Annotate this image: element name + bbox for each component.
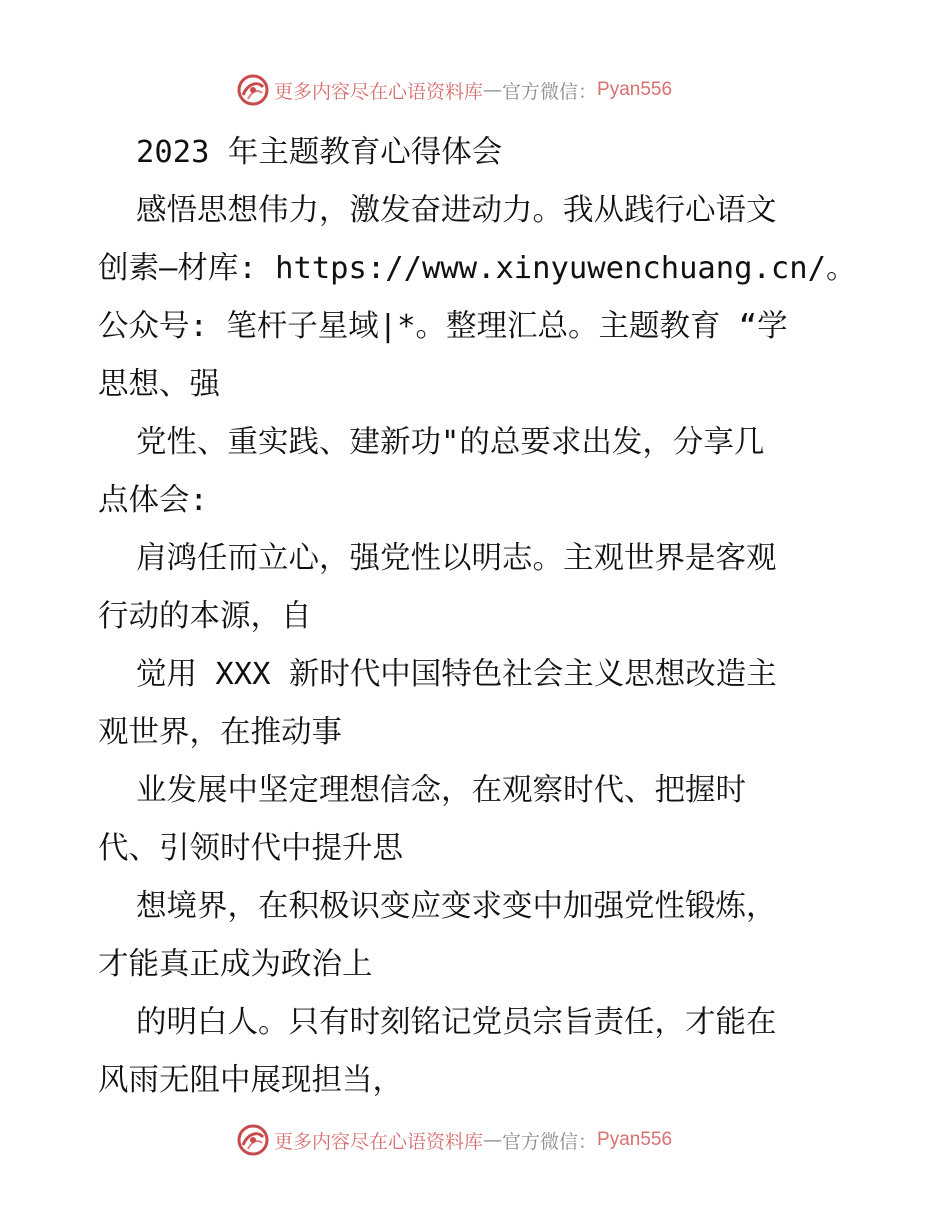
banner-main-text: 更多内容尽在心语资料库: [274, 80, 484, 103]
text-line: 想境界，在积极识变应变求变中加强党性锻炼，: [136, 889, 777, 924]
text-line: 党性、重实践、建新功"的总要求出发，分享几: [136, 425, 765, 460]
footer-banner: [236, 1122, 672, 1158]
header-banner: [236, 72, 672, 108]
banner-wechat-id: Pyan556: [597, 79, 673, 100]
text-line: 代、引领时代中提升思: [98, 831, 403, 866]
text-line: 观世界，在推动事: [98, 715, 342, 750]
text-line: 业发展中坚定理想信念，在观察时代、把握时: [136, 773, 746, 808]
text-line: 公众号: 笔杆子星域|*。整理汇总。主题教育 “学: [98, 309, 788, 344]
text-line: 行动的本源，自: [98, 599, 312, 634]
document-title: 2023 年主题教育心得体会: [136, 135, 503, 170]
text-line: 肩鸿任而立心，强党性以明志。主观世界是客观: [136, 541, 777, 576]
text-line: 觉用 XXX 新时代中国特色社会主义思想改造主: [136, 657, 777, 692]
text-line: 风雨无阻中展现担当，: [98, 1063, 403, 1098]
text-line: 创素—材库: https://www.xinyuwenchuang.cn/。: [98, 251, 857, 286]
banner-separator: —: [483, 1129, 503, 1151]
document-body: [98, 124, 868, 1110]
text-line: 思想、强: [98, 367, 220, 402]
text-line: 点体会:: [98, 483, 208, 518]
banner-label: 官方微信：: [502, 80, 598, 103]
banner-main-text: 更多内容尽在心语资料库: [274, 1130, 484, 1153]
swirl-logo-icon: [236, 1123, 270, 1157]
swirl-logo-icon: [236, 73, 270, 107]
text-line: 的明白人。只有时刻铭记党员宗旨责任，才能在: [136, 1005, 777, 1040]
banner-separator: —: [483, 79, 503, 101]
text-line: 才能真正成为政治上: [98, 947, 373, 982]
banner-wechat-id: Pyan556: [597, 1129, 673, 1150]
banner-label: 官方微信：: [502, 1130, 598, 1153]
text-line: 感悟思想伟力，激发奋进动力。我从践行心语文: [136, 193, 777, 228]
